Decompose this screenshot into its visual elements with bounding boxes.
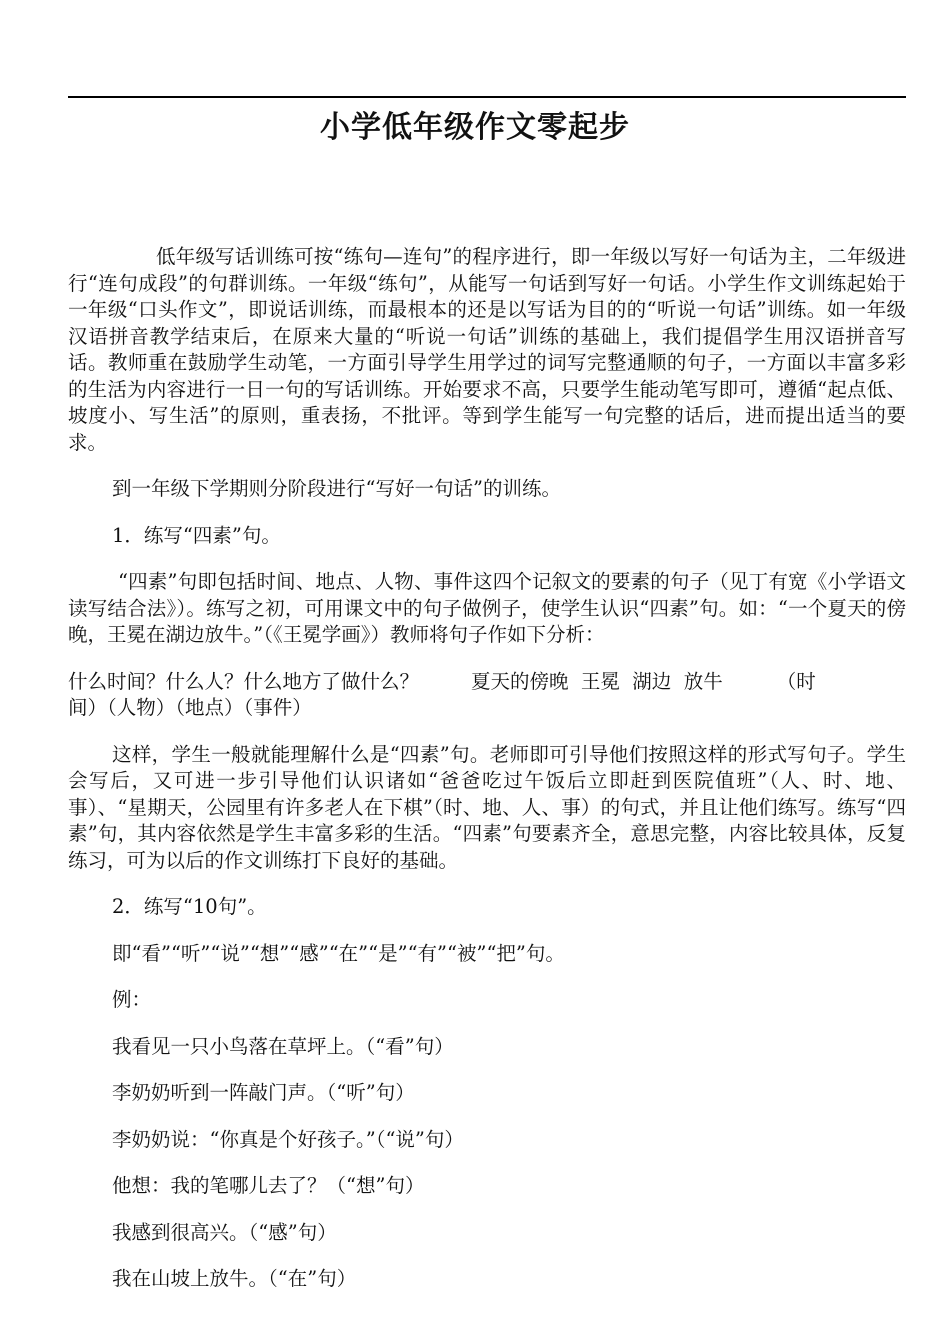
example-sentence: 我看见一只小鸟落在草坪上。（“看”句） [112, 1034, 454, 1058]
example-sentence: 李奶奶说：“你真是个好孩子。”（“说”句） [112, 1127, 464, 1151]
ten-sentence-types: 即“看”“听”“说”“想”“感”“在”“是”“有”“被”“把”句。 [112, 941, 565, 965]
examples-label: 例： [112, 988, 152, 1011]
section-2-heading: 2．练写“10句”。 [112, 895, 267, 918]
example-sentence: 我感到很高兴。（“感”句） [112, 1220, 337, 1244]
example-sentence: 他想：我的笔哪儿去了？（“想”句） [112, 1174, 425, 1197]
analysis-example-parts: 夏天的傍晚 王冕 湖边 放牛 [471, 669, 723, 693]
intro-paragraph: 低年级写话训练可按“练句—连句”的程序进行，即一年级以写好一句话为主，二年级进行“连句成段”的句群训练。一年级“练句”，从能写一句话到写好一句话。小学生作文训练起始于一年级“口头作文”，即说话训练，而最根本的还是以写话为目的的“听说一句话”训练。如一年级汉语拼音教学结束后，在原来大量的“听说一句话”训练的基础上，我们提倡学生用汉语拼音写话。教师重在鼓励学生动笔，一方面引导学生用学过的词写完整通顺的句子，一方面以丰富多彩的生活为内容进行一日一句的写话训练。开始要求不高，只要学生能动笔写即可，遵循“起点低、坡度小、写生活”的原则，重表扬，不批评。等到学生能写一句完整的话后，进而提出适当的要求。 [68, 245, 906, 454]
four-elements-paragraph: “四素”句即包括时间、地点、人物、事件这四个记叙文的要素的句子（见丁有宽《小学语文读写结合法》）。练写之初，可用课文中的句子做例子，使学生认识“四素”句。如：“一个夏天的傍晚，王冕在湖边放牛。”（《王冕学画》）教师将句子作如下分析： [68, 570, 906, 646]
analysis-row [68, 669, 906, 696]
document-title: 小学低年级作文零起步 [320, 110, 630, 145]
section-1-heading: 1．练写“四素”句。 [112, 523, 281, 547]
document-body [68, 244, 906, 1313]
second-term-paragraph: 到一年级下学期则分阶段进行“写好一句话”的训练。 [112, 477, 561, 500]
analysis-questions: 什么时间？什么人？什么地方了做什么？ [68, 669, 420, 693]
header-rule [68, 96, 906, 98]
example-sentence: 李奶奶听到一阵敲门声。（“听”句） [112, 1081, 415, 1104]
analysis-labels-row: 间）（人物）（地点）（事件） [68, 696, 312, 719]
explanation-paragraph: 这样，学生一般就能理解什么是“四素”句。老师即可引导他们按照这样的形式写句子。学生会写后，又可进一步引导他们认识诸如“爸爸吃过午饭后立即赶到医院值班”（人、时、地、事）、“星期天，公园里有许多老人在下棋”（时、地、人、事）的句式，并且让他们练写。练写“四素”句，其内容依然是学生丰富多彩的生活。“四素”句要素齐全，意思完整，内容比较具体，反复练习，可为以后的作文训练打下良好的基础。 [68, 742, 906, 872]
example-sentence: 我在山坡上放牛。（“在”句） [112, 1267, 357, 1290]
sentence-analysis [68, 669, 906, 722]
analysis-labels-start: （时 [776, 669, 816, 693]
